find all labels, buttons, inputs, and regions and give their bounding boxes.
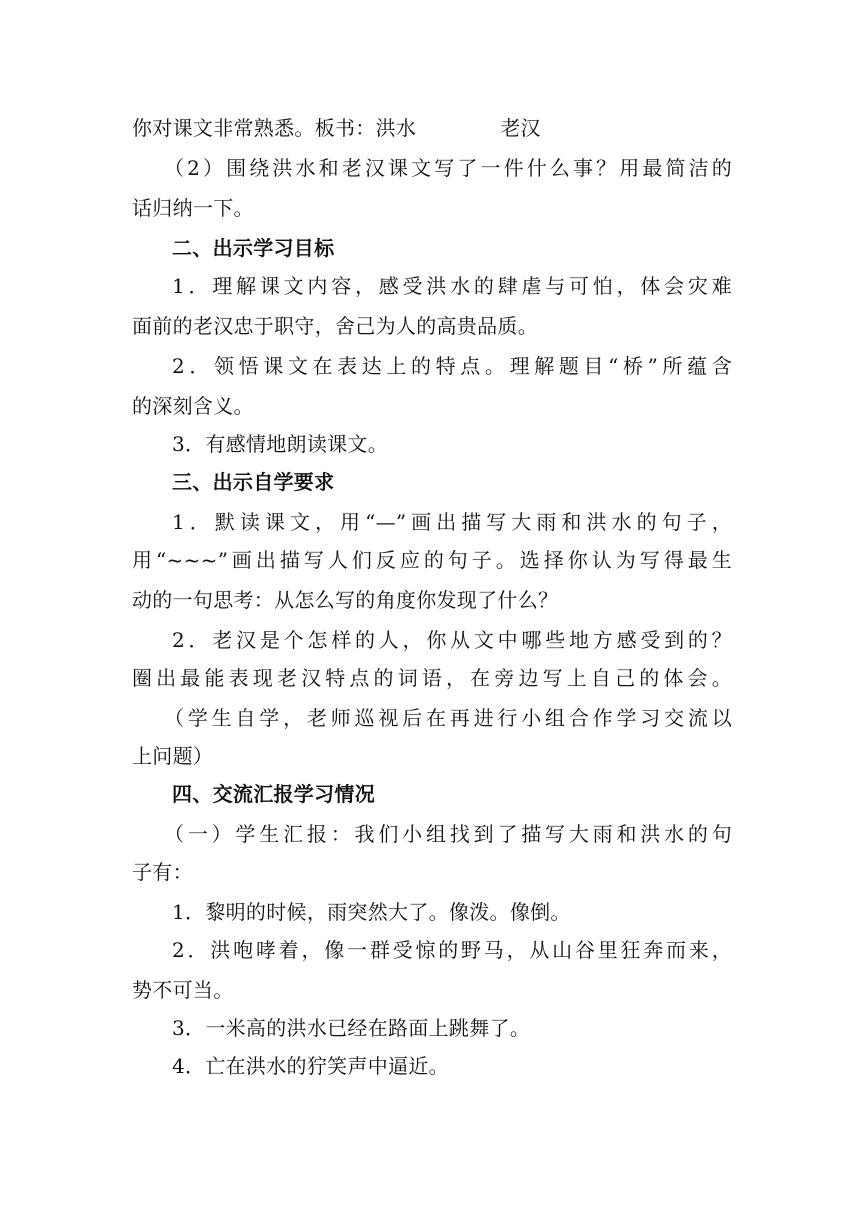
section-heading-2: 二、出示学习目标 <box>172 236 335 260</box>
paragraph-line: 动的一句思考：从怎么写的角度你发现了什么？ <box>132 588 559 612</box>
paragraph-line: 2．洪咆哮着，像一群受惊的野马，从山谷里狂奔而来， <box>172 938 732 962</box>
paragraph-line: 2．老汉是个怎样的人，你从文中哪些地方感受到的？ <box>172 628 732 652</box>
paragraph-line: 1．黎明的时候，雨突然大了。像泼。像倒。 <box>172 900 571 924</box>
paragraph-line: 1．理解课文内容，感受洪水的肆虐与可怕，体会灾难 <box>172 274 732 298</box>
paragraph-line: 2．领悟课文在表达上的特点。理解题目“桥”所蕴含 <box>172 354 732 378</box>
paragraph-line: 的深刻含义。 <box>132 394 254 418</box>
paragraph-line: 用“~~~”画出描写人们反应的句子。选择你认为写得最生 <box>132 548 732 572</box>
paragraph-line: 3．一米高的洪水已经在路面上跳舞了。 <box>172 1016 531 1040</box>
text-segment: 老汉 <box>500 116 541 140</box>
paragraph-line: 势不可当。 <box>132 978 234 1002</box>
paragraph-line: （2）围绕洪水和老汉课文写了一件什么事？用最简洁的 <box>164 156 732 180</box>
paragraph-line: 3．有感情地朗读课文。 <box>172 432 389 456</box>
paragraph-line: 4．亡在洪水的狞笑声中逼近。 <box>172 1054 449 1078</box>
paragraph-line: 上问题） <box>132 744 214 768</box>
section-heading-3: 三、出示自学要求 <box>172 470 335 494</box>
paragraph-line: 子有： <box>132 860 193 884</box>
paragraph-line: 1．默读课文，用“—”画出描写大雨和洪水的句子， <box>172 510 732 534</box>
paragraph-line: 面前的老汉忠于职守，舍己为人的高贵品质。 <box>132 314 538 338</box>
text-segment: 你对课文非常熟悉。板书：洪水 <box>132 116 417 140</box>
board-writing-line <box>132 114 732 142</box>
section-heading-4: 四、交流汇报学习情况 <box>172 782 375 806</box>
paragraph-line: （一）学生汇报：我们小组找到了描写大雨和洪水的句 <box>164 822 732 846</box>
paragraph-line: （学生自学，老师巡视后在再进行小组合作学习交流以 <box>164 706 732 730</box>
paragraph-line: 话归纳一下。 <box>132 196 254 220</box>
paragraph-line: 圈出最能表现老汉特点的词语，在旁边写上自己的体会。 <box>132 666 732 690</box>
